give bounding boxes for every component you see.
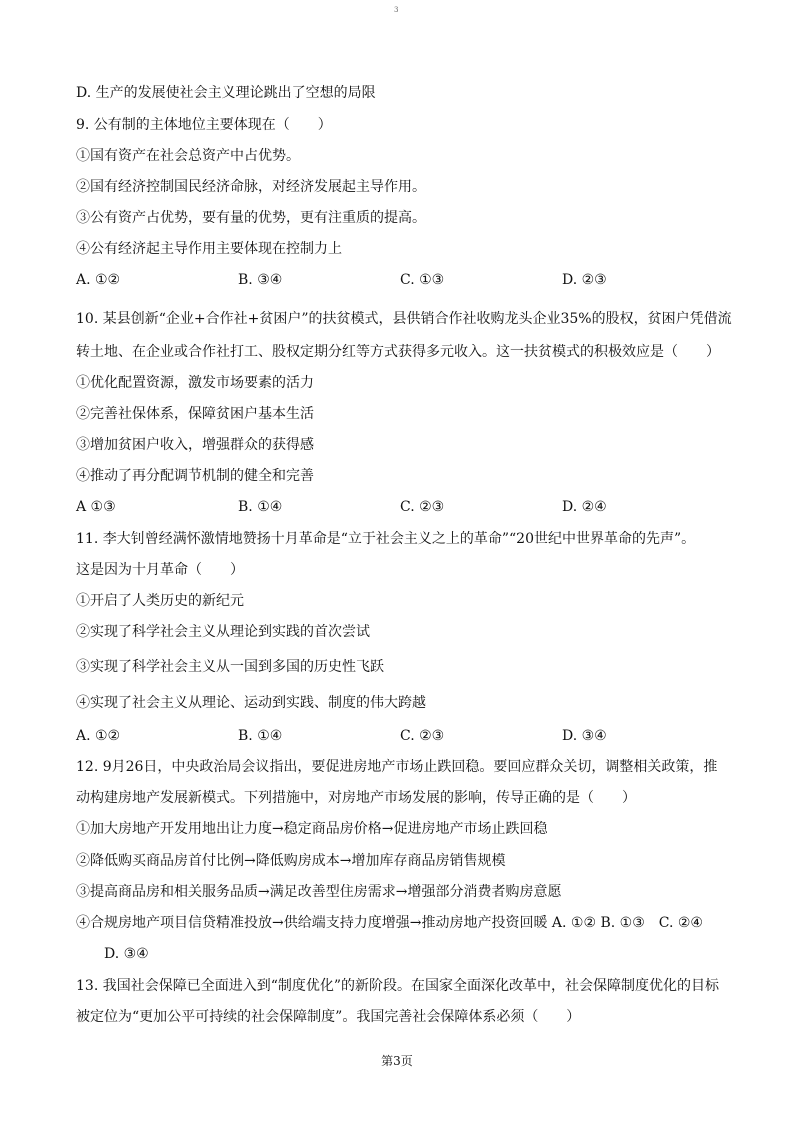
q11-option-a: A. ①② [76, 728, 121, 744]
q12-item-4-with-options: ④合规房地产项目信贷精准投放→供给端支持力度增强→推动房地产投资回暖 A. ①② B. ①③ C. ②④ [76, 915, 703, 931]
q11-stem-line-1: 11. 李大钊曾经满怀激情地赞扬十月革命是“立于社会主义之上的革命”“20世纪中世界革命的先声”。 [76, 531, 696, 547]
q11-option-b: B. ①④ [238, 728, 283, 744]
q11-item-2: ②实现了科学社会主义从理论到实践的首次尝试 [76, 624, 370, 640]
q9-item-4: ④公有经济起主导作用主要体现在控制力上 [76, 241, 342, 257]
q12-option-d: D. ③④ [104, 946, 149, 962]
q10-option-c: C. ②③ [400, 499, 445, 515]
q13-stem-line-2: 被定位为“更加公平可持续的社会保障制度”。我国完善社会保障体系必须（ ） [76, 1009, 581, 1025]
q10-stem-line-2: 转土地、在企业或合作社打工、股权定期分红等方式获得多元收入。这一扶贫模式的积极效应是（ ） [76, 344, 720, 360]
q10-stem-line-1: 10. 某县创新“企业+合作社+贫困户”的扶贫模式，县供销合作社收购龙头企业35%的股权，贫困户凭借流 [76, 311, 732, 327]
q9-item-2: ②国有经济控制国民经济命脉，对经济发展起主导作用。 [76, 179, 426, 195]
page-footer: 第3页 [381, 1054, 413, 1068]
page-top-mark: 3 [394, 6, 399, 14]
q8-option-d: D. 生产的发展使社会主义理论跳出了空想的局限 [76, 85, 376, 101]
q10-option-d: D. ②④ [562, 499, 607, 515]
q11-option-c: C. ②③ [400, 728, 445, 744]
q12-stem-line-2: 动构建房地产发展新模式。下列措施中，对房地产市场发展的影响，传导正确的是（ ） [76, 790, 636, 806]
q10-item-1: ①优化配置资源，激发市场要素的活力 [76, 375, 314, 391]
q12-item-3: ③提高商品房和相关服务品质→满足改善型住房需求→增强部分消费者购房意愿 [76, 884, 562, 900]
q10-item-4: ④推动了再分配调节机制的健全和完善 [76, 468, 314, 484]
q12-stem-line-1: 12. 9月26日，中央政治局会议指出，要促进房地产市场止跌回稳。要回应群众关切，调整相关政策，推 [76, 759, 718, 775]
q12-item-2: ②降低购买商品房首付比例→降低购房成本→增加库存商品房销售规模 [76, 853, 506, 869]
q9-item-1: ①国有资产在社会总资产中占优势。 [76, 148, 300, 164]
q10-item-3: ③增加贫困户收入，增强群众的获得感 [76, 437, 314, 453]
q9-stem: 9. 公有制的主体地位主要体现在（ ） [76, 117, 332, 133]
q10-option-b: B. ①④ [238, 499, 283, 515]
q10-option-a: A ①③ [76, 499, 116, 515]
q11-option-d: D. ③④ [562, 728, 607, 744]
q9-option-b: B. ③④ [238, 272, 283, 288]
q9-option-d: D. ②③ [562, 272, 607, 288]
q10-item-2: ②完善社保体系，保障贫困户基本生活 [76, 406, 314, 422]
q11-item-3: ③实现了科学社会主义从一国到多国的历史性飞跃 [76, 659, 384, 675]
q9-option-c: C. ①③ [400, 272, 445, 288]
q9-item-3: ③公有资产占优势，要有量的优势，更有注重质的提高。 [76, 210, 426, 226]
q13-stem-line-1: 13. 我国社会保障已全面进入到“制度优化”的新阶段。在国家全面深化改革中，社会保障制度优化的目标 [76, 978, 720, 994]
q11-stem-line-2: 这是因为十月革命（ ） [76, 562, 244, 578]
q11-item-4: ④实现了社会主义从理论、运动到实践、制度的伟大跨越 [76, 695, 426, 711]
q11-item-1: ①开启了人类历史的新纪元 [76, 593, 244, 609]
q12-item-1: ①加大房地产开发用地出让力度→稳定商品房价格→促进房地产市场止跌回稳 [76, 821, 548, 837]
q9-option-a: A. ①② [76, 272, 121, 288]
